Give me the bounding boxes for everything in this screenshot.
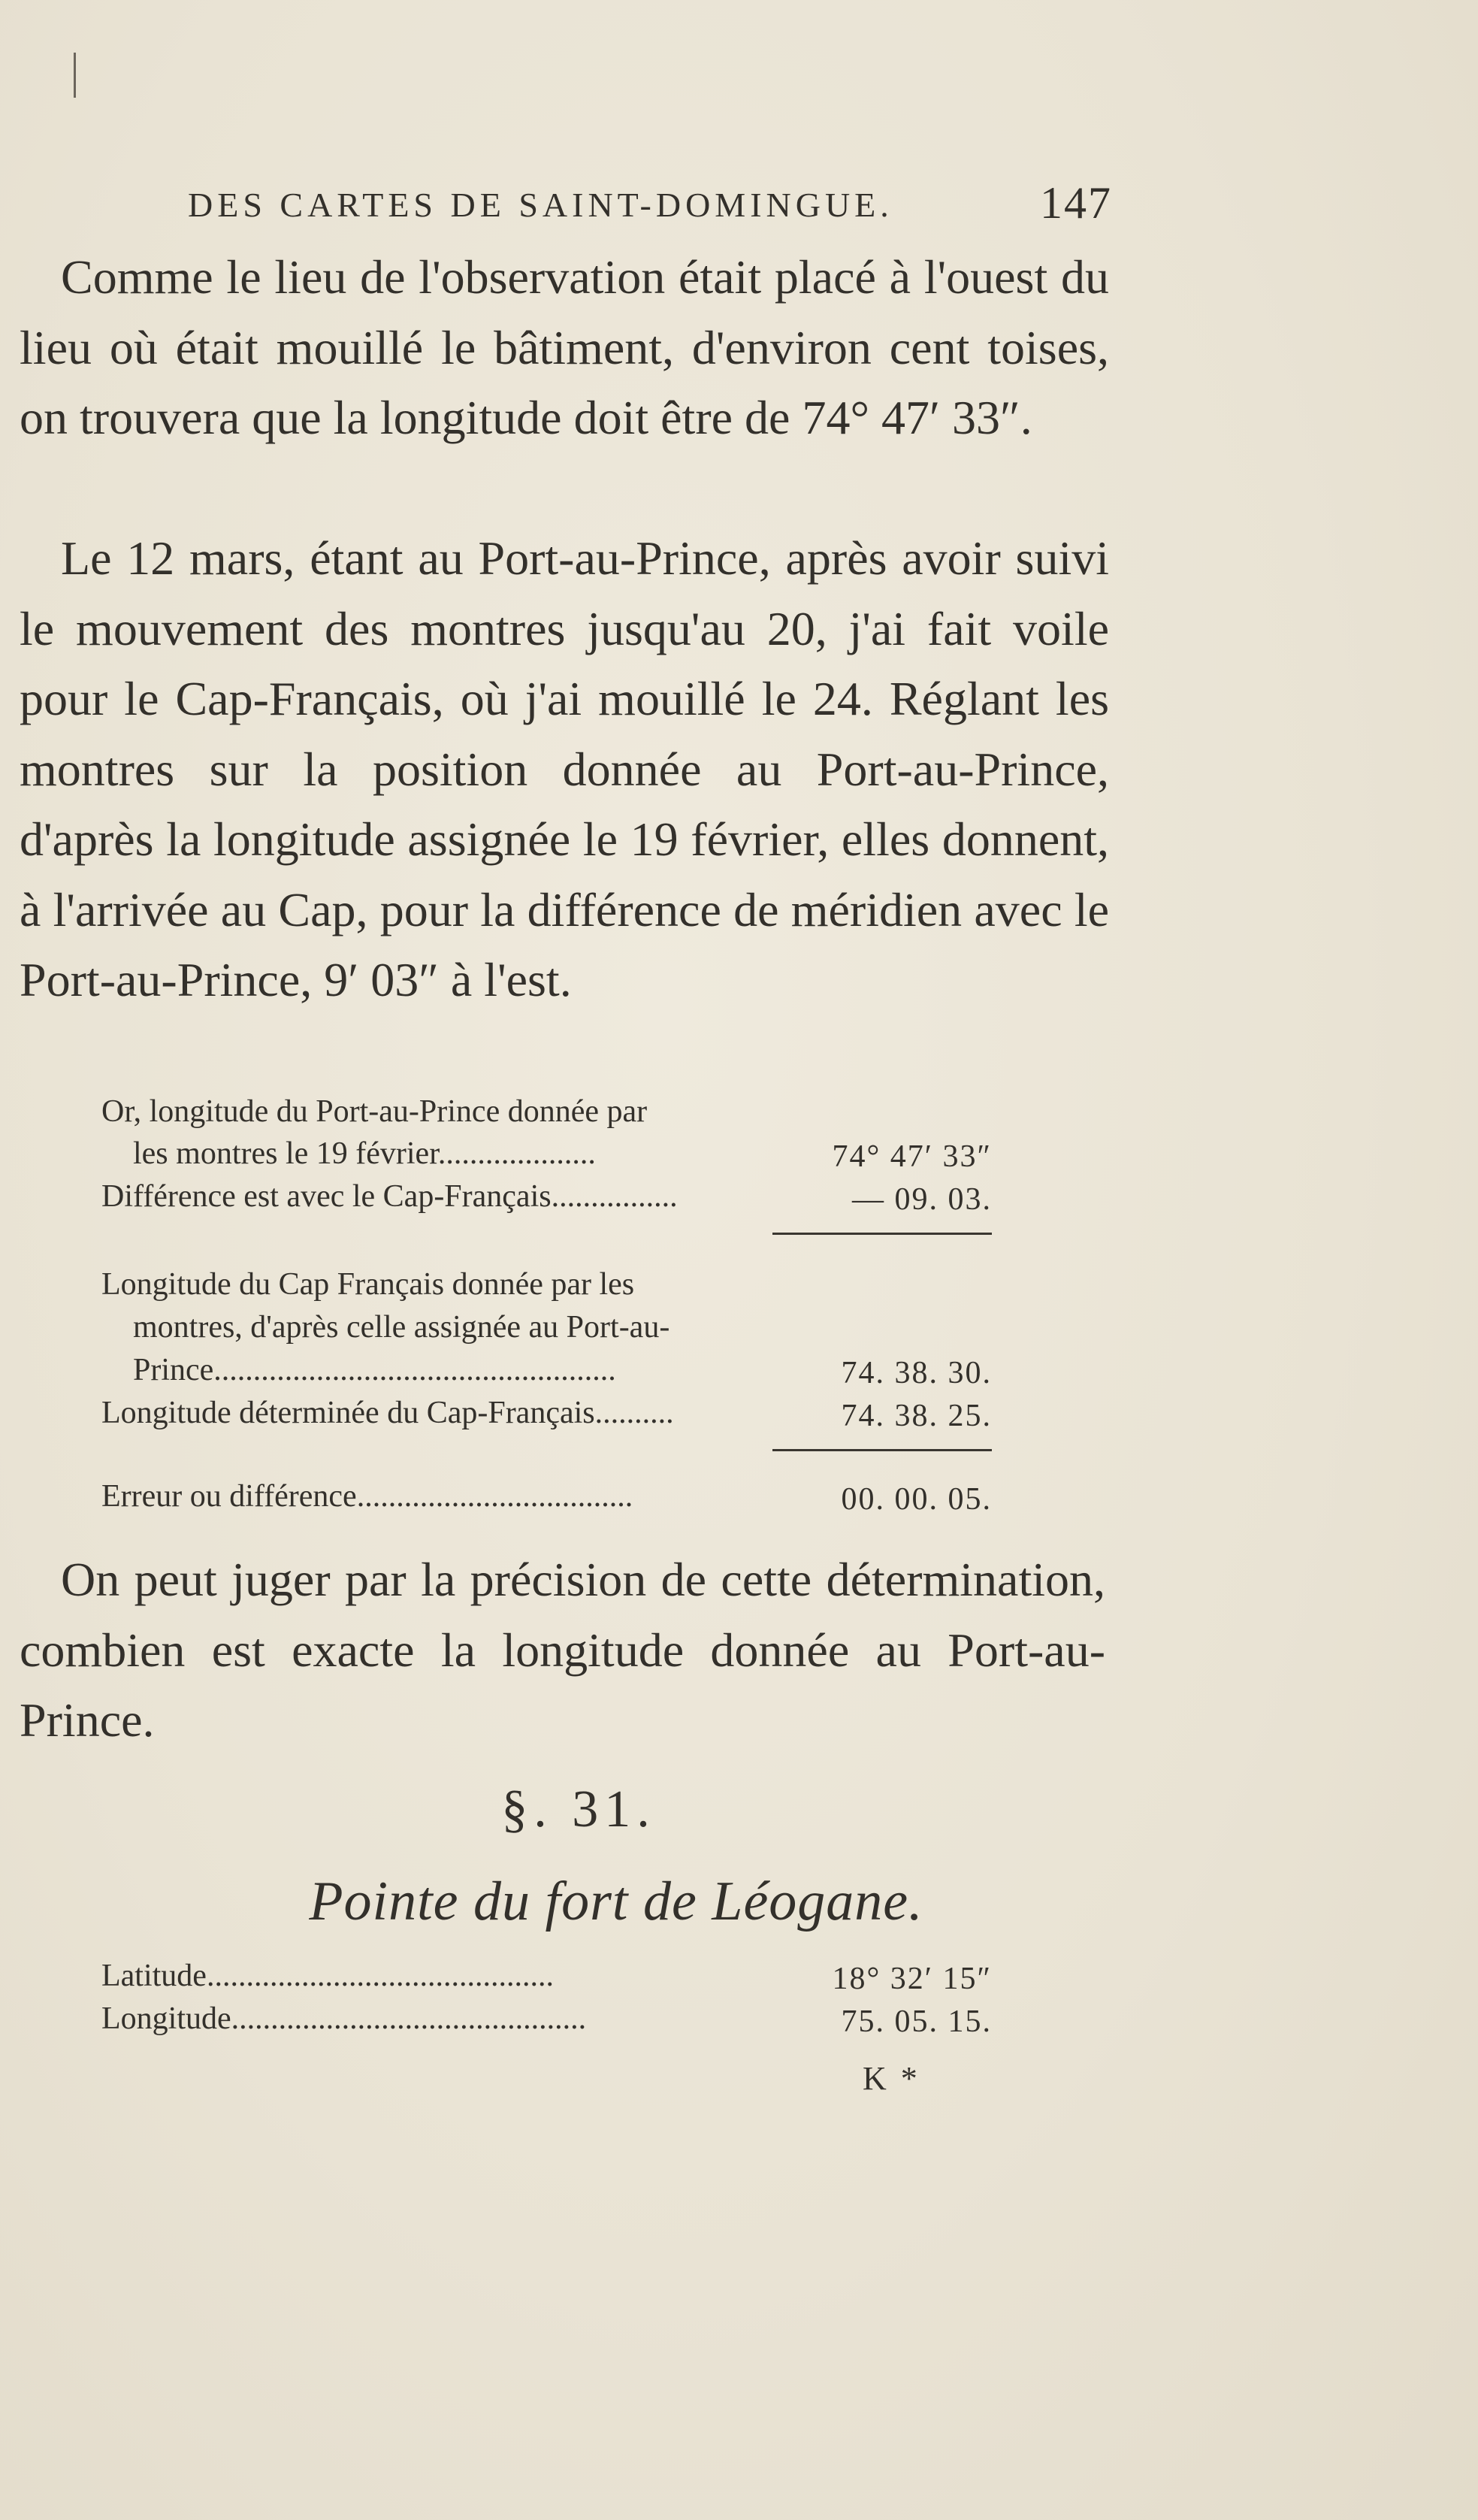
calc-label: Or, longitude du Port-au-Prince donnée par bbox=[101, 1094, 648, 1129]
position-label: Longitude............................................. bbox=[101, 2001, 587, 2036]
calc-row bbox=[101, 1309, 992, 1354]
calc-row bbox=[101, 1178, 992, 1224]
position-value: 75. 05. 15. bbox=[841, 2004, 992, 2039]
calc-row bbox=[101, 1094, 992, 1139]
position-label: Latitude............................................ bbox=[101, 1959, 554, 1993]
calc-row bbox=[101, 1136, 992, 1181]
calc-value: 74. 38. 25. bbox=[841, 1399, 992, 1433]
calc-value: 74. 38. 30. bbox=[841, 1356, 992, 1390]
paragraph-conclusion: On peut juger par la précision de cette détermination, combien est exacte la longitude donnée au Port-au-Prince. bbox=[20, 1553, 1105, 1747]
paragraph-observation-location: Comme le lieu de l'observation était placé à l'ouest du lieu où était mouillé le bâtiment, d'environ cent toises, on trouvera que la longitude doit être de 74° 47′ 33″. bbox=[20, 250, 1109, 444]
calc-label: Erreur ou différence................................... bbox=[101, 1479, 633, 1514]
calc-label: les montres le 19 février.................... bbox=[133, 1136, 596, 1171]
signature-mark: K * bbox=[863, 2060, 920, 2097]
position-row-longitude bbox=[101, 2001, 992, 2046]
running-head bbox=[188, 177, 1112, 230]
calc-value: 74° 47′ 33″ bbox=[832, 1139, 992, 1174]
calc-rule bbox=[772, 1233, 992, 1235]
calc-row bbox=[101, 1352, 992, 1397]
calc-rule bbox=[772, 1449, 992, 1451]
calc-label: Longitude déterminée du Cap-Français.......... bbox=[101, 1396, 674, 1430]
calc-value: 00. 00. 05. bbox=[841, 1482, 992, 1517]
margin-pencil-mark bbox=[74, 53, 76, 98]
calc-label: montres, d'après celle assignée au Port-au- bbox=[133, 1310, 670, 1345]
paragraph-port-au-prince-voyage: Le 12 mars, étant au Port-au-Prince, après avoir suivi le mouvement des montres jusqu'au 20, j'ai fait voile pour le Cap-Français, où j'ai mouillé le 24. Réglant les montres sur la position donnée au Port-au-Prince, d'après la longitude assignée le 19 février, elles donnent, à l'arrivée au Cap, pour la différence de méridien avec le Port-au-Prince, 9′ 03″ à l'est. bbox=[20, 531, 1109, 1006]
calc-row bbox=[101, 1266, 992, 1311]
section-number: §. 31. bbox=[501, 1780, 656, 1838]
running-title: DES CARTES DE SAINT-DOMINGUE. bbox=[188, 186, 893, 224]
calc-label: Prince................................................... bbox=[133, 1353, 616, 1387]
position-value: 18° 32′ 15″ bbox=[832, 1962, 992, 1996]
page-number: 147 bbox=[1040, 178, 1112, 228]
calc-label: Longitude du Cap Français donnée par les bbox=[101, 1267, 635, 1302]
calc-row bbox=[101, 1395, 992, 1440]
position-row-latitude bbox=[101, 1958, 992, 2003]
calc-label: Différence est avec le Cap-Français................ bbox=[101, 1179, 678, 1214]
section-title: Pointe du fort de Léogane. bbox=[309, 1871, 923, 1932]
calc-value: — 09. 03. bbox=[852, 1182, 992, 1217]
calc-row bbox=[101, 1478, 992, 1523]
